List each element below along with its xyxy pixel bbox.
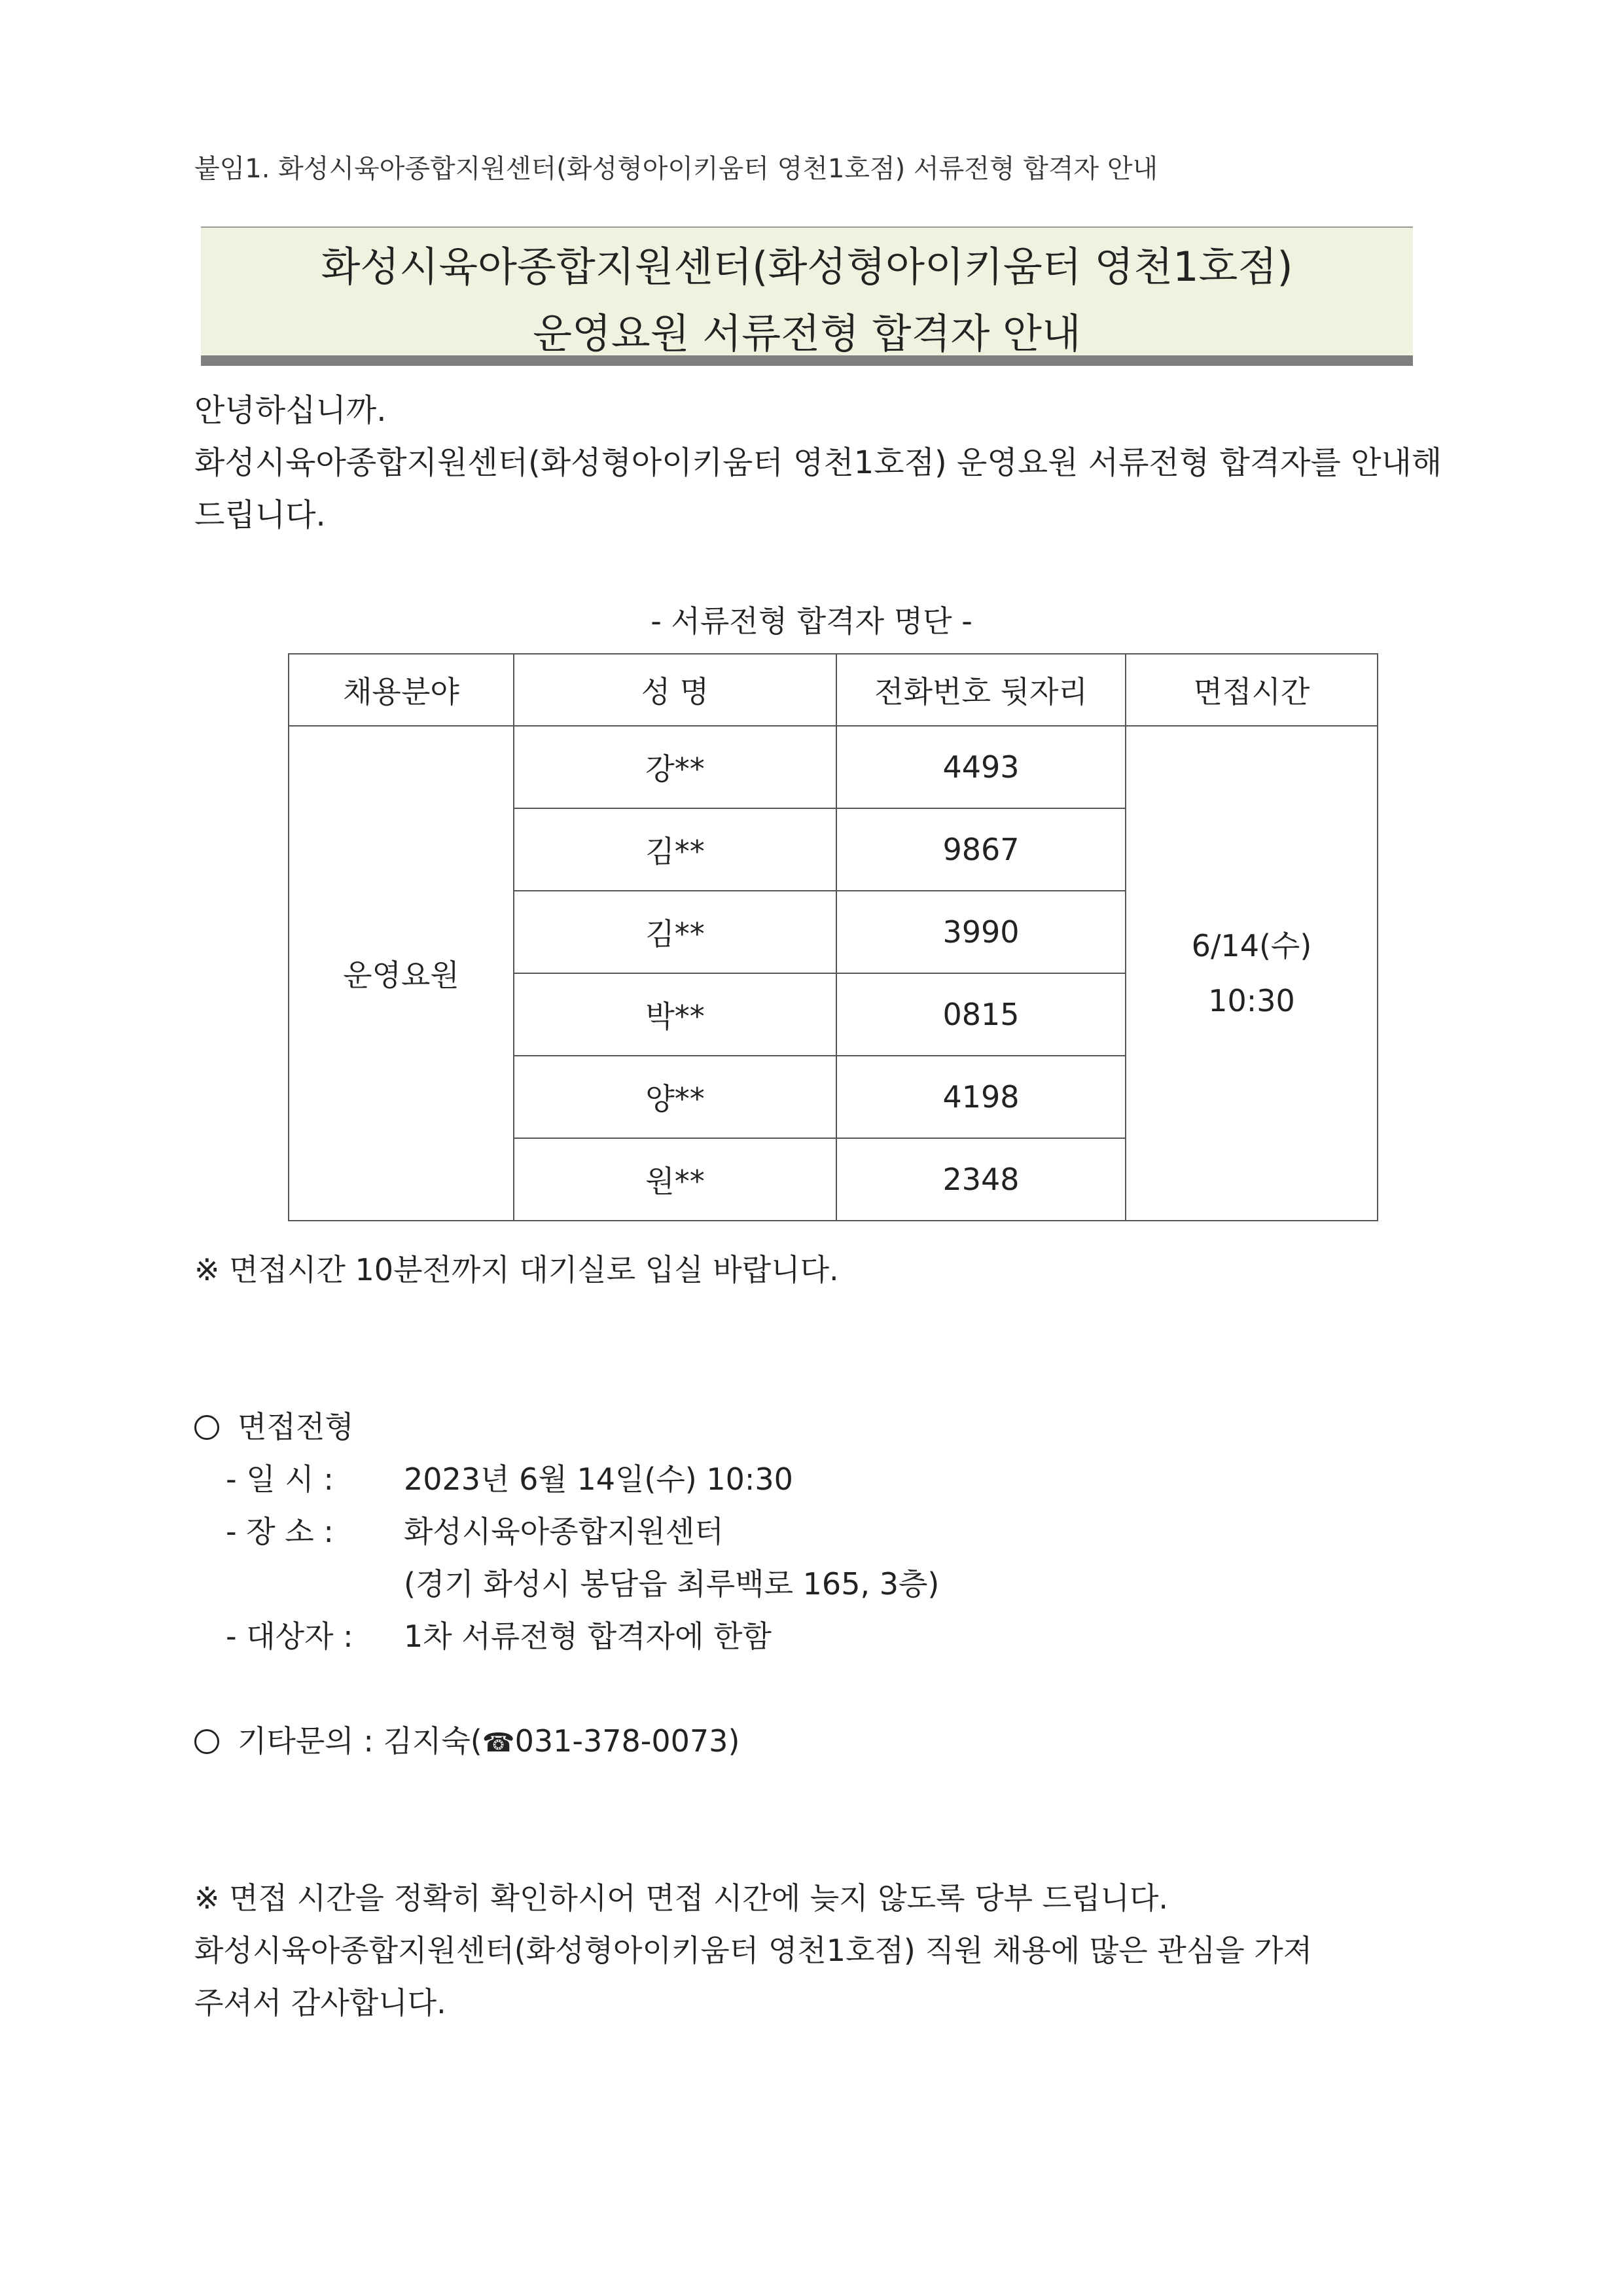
passers-table <box>288 653 1378 1221</box>
interview-target-row <box>0 1613 1623 1652</box>
attachment-line: 붙임1. 화성시육아종합지원센터(화성형아이키움터 영천1호점) 서류전형 합격자 안내 <box>194 154 1158 184</box>
header-name: 성 명 <box>514 654 836 726</box>
table-row <box>289 726 1378 808</box>
date-label: - 일 시 : <box>226 1462 334 1497</box>
intro-line-1: 화성시육아종합지원센터(화성형아이키움터 영천1호점) 운영요원 서류전형 합격자를 안내해 <box>194 444 1442 481</box>
interview-address-row <box>0 1560 1623 1600</box>
target-value: 1차 서류전형 합격자에 한함 <box>404 1619 772 1654</box>
contact-phone: 031-378-0073) <box>514 1723 740 1759</box>
header-phone: 전화번호 뒷자리 <box>836 654 1126 726</box>
greeting: 안녕하십니까. <box>194 392 387 429</box>
phone-cell: 0815 <box>836 973 1126 1056</box>
name-cell: 양** <box>514 1056 836 1138</box>
interview-heading <box>194 1403 354 1446</box>
name-cell: 김** <box>514 808 836 891</box>
closing-line-1: ※ 면접 시간을 정확히 확인하시어 면접 시간에 늦지 않도록 당부 드립니다. <box>194 1880 1169 1916</box>
field-cell: 운영요원 <box>289 726 514 1221</box>
place-value: 화성시육아종합지원센터 <box>404 1514 724 1549</box>
target-label: - 대상자 : <box>226 1619 353 1654</box>
table-header-row <box>289 654 1378 726</box>
phone-icon: ☎ <box>482 1728 515 1758</box>
contact-label: 기타문의 : 김지숙( <box>238 1723 482 1759</box>
phone-cell: 3990 <box>836 891 1126 973</box>
contact-line <box>194 1717 740 1761</box>
phone-cell: 9867 <box>836 808 1126 891</box>
title-box <box>201 226 1413 366</box>
circle-bullet-icon <box>194 1729 219 1754</box>
name-cell: 박** <box>514 973 836 1056</box>
interview-date: 6/14(수) <box>1191 928 1312 963</box>
header-field: 채용분야 <box>289 654 514 726</box>
phone-cell: 4493 <box>836 726 1126 808</box>
table-heading: - 서류전형 합격자 명단 - <box>651 603 972 639</box>
table-note: ※ 면접시간 10분전까지 대기실로 입실 바랍니다. <box>194 1252 839 1287</box>
interview-time-cell <box>1126 726 1378 1221</box>
name-cell: 원** <box>514 1138 836 1221</box>
intro-line-2: 드립니다. <box>194 497 326 533</box>
document-title-line-2: 운영요원 서류전형 합격자 안내 <box>533 310 1081 357</box>
document-title-line-1: 화성시육아종합지원센터(화성형아이키움터 영천1호점) <box>321 243 1293 291</box>
circle-bullet-icon <box>194 1415 219 1440</box>
name-cell: 강** <box>514 726 836 808</box>
header-interview-time: 면접시간 <box>1126 654 1378 726</box>
place-label: - 장 소 : <box>226 1514 334 1549</box>
closing-line-2: 화성시육아종합지원센터(화성형아이키움터 영천1호점) 직원 채용에 많은 관심을 가져 <box>194 1933 1313 1968</box>
place-address: (경기 화성시 봉담읍 최루백로 165, 3층) <box>404 1566 940 1602</box>
interview-place-row <box>0 1508 1623 1547</box>
date-value: 2023년 6월 14일(수) 10:30 <box>404 1462 793 1497</box>
phone-cell: 2348 <box>836 1138 1126 1221</box>
name-cell: 김** <box>514 891 836 973</box>
interview-heading-text: 면접전형 <box>238 1409 354 1444</box>
interview-date-row <box>0 1456 1623 1495</box>
phone-cell: 4198 <box>836 1056 1126 1138</box>
closing-line-3: 주셔서 감사합니다. <box>194 1985 446 2020</box>
interview-time: 10:30 <box>1208 983 1295 1018</box>
